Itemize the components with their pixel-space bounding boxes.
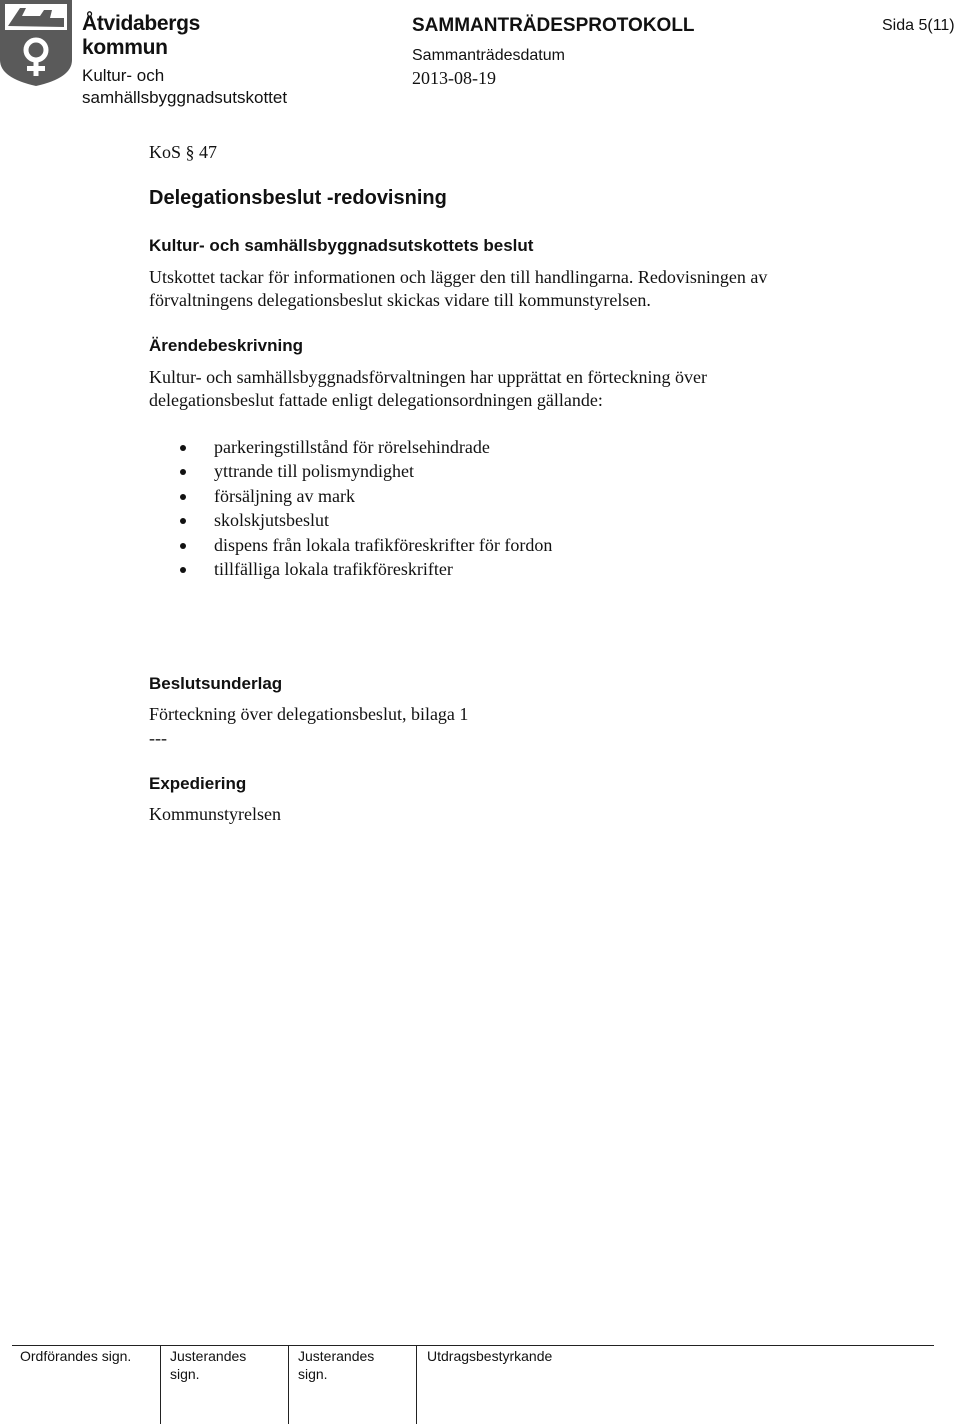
bullet-icon	[180, 445, 186, 451]
meeting-date-label: Sammanträdesdatum	[412, 47, 565, 64]
footer-column-divider	[160, 1345, 161, 1424]
list-item-text: tillfälliga lokala trafikföreskrifter	[214, 558, 453, 579]
chair-signature-label: Ordförandes sign.	[20, 1348, 132, 1364]
extract-certification-label: Utdragsbestyrkande	[427, 1348, 553, 1364]
list-item	[180, 533, 552, 557]
bullet-icon	[180, 494, 186, 500]
decision-text: Utskottet tackar för informationen och lägger den till handlingarna. Redovisningen av förvaltningens delegationsbeslut skickas vidare till kommunstyrelsen.	[149, 267, 768, 310]
meeting-date: 2013-08-19	[412, 68, 496, 88]
dispatch-heading: Expediering	[149, 774, 247, 793]
list-item	[180, 459, 552, 483]
document-title: SAMMANTRÄDESPROTOKOLL	[412, 15, 695, 36]
basis-separator: ---	[149, 728, 167, 748]
dept-line1: Kultur- och	[82, 66, 165, 85]
list-item	[180, 435, 552, 459]
dispatch-text: Kommunstyrelsen	[149, 804, 281, 824]
bullet-icon	[180, 518, 186, 524]
basis-text: Förteckning över delegationsbeslut, bilaga 1	[149, 704, 469, 724]
adjuster1-line1: Justerandes	[170, 1348, 247, 1364]
section-title: Delegationsbeslut -redovisning	[149, 187, 447, 209]
organization-name	[82, 12, 200, 60]
list-item-text: parkeringstillstånd för rörelsehindrade	[214, 437, 490, 457]
basis-heading: Beslutsunderlag	[149, 674, 283, 693]
decision-heading: Kultur- och samhällsbyggnadsutskottets beslut	[149, 236, 534, 255]
bullet-icon	[180, 567, 186, 573]
bullet-icon	[180, 469, 186, 475]
list-item	[180, 484, 552, 508]
footer-column-divider	[288, 1345, 289, 1424]
dept-line2: samhällsbyggnadsutskottet	[82, 88, 288, 107]
page-number: Sida 5(11)	[882, 17, 955, 34]
list-item	[180, 557, 552, 581]
list-item-text: försäljning av mark	[214, 485, 355, 506]
coat-of-arms-icon	[0, 0, 72, 86]
list-item-text: skolskjutsbeslut	[214, 510, 330, 531]
org-name-line2: kommun	[82, 36, 168, 59]
adjuster2-line1: Justerandes	[298, 1348, 375, 1364]
bullet-icon	[180, 543, 186, 549]
list-item	[180, 508, 552, 532]
description-text: Kultur- och samhällsbyggnadsförvaltningen har upprättat en förteckning över delegationsbeslut fattade enligt delegationsordningen gällande:	[149, 367, 707, 410]
description-heading: Ärendebeskrivning	[149, 336, 303, 355]
list-item-text: yttrande till polismyndighet	[214, 461, 414, 482]
decision-type-list	[180, 435, 552, 581]
footer-divider	[12, 1345, 934, 1346]
adjuster-signature-label-1	[170, 1347, 246, 1383]
adjuster-signature-label-2	[298, 1347, 374, 1383]
org-name-line1: Åtvidabergs	[82, 12, 201, 35]
adjuster2-line2: sign.	[298, 1366, 328, 1382]
paragraph-reference: KoS § 47	[149, 142, 218, 162]
municipal-coat-of-arms-logo	[0, 0, 72, 86]
adjuster1-line2: sign.	[170, 1366, 200, 1382]
department-name	[82, 65, 287, 109]
list-item-text: dispens från lokala trafikföreskrifter för fordon	[214, 534, 553, 555]
footer-column-divider	[416, 1345, 417, 1424]
